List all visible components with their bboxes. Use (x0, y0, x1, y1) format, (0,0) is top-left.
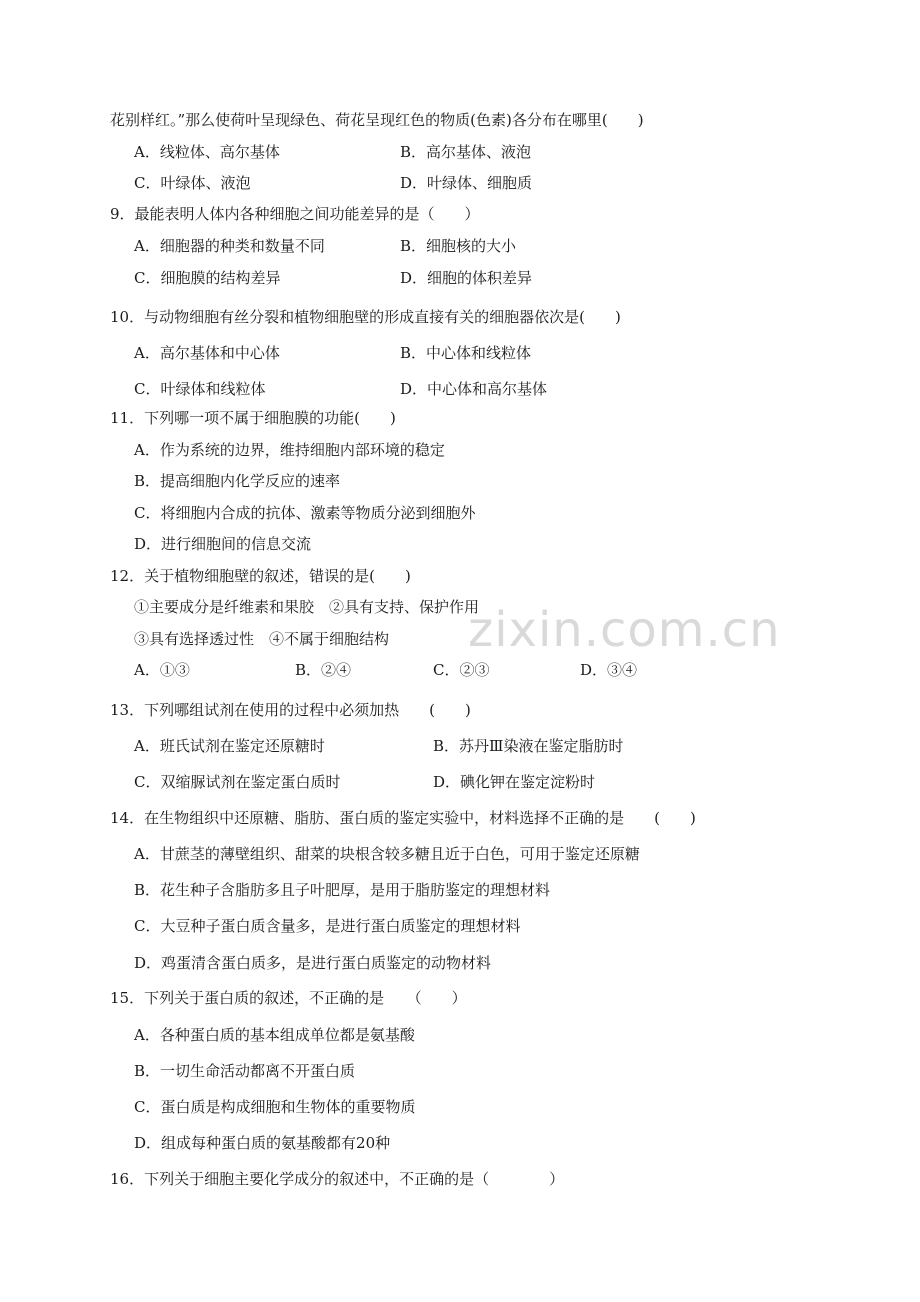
question-16-stem: 16．下列关于细胞主要化学成分的叙述中，不正确的是（ ） (110, 1170, 565, 1188)
question-12-option-d: D．③④ (580, 661, 638, 679)
question-13-option-b: B．苏丹Ⅲ染液在鉴定脂肪时 (433, 737, 624, 755)
question-15-option-b: B．一切生命活动都离不开蛋白质 (134, 1062, 356, 1080)
question-9-stem: 9．最能表明人体内各种细胞之间功能差异的是（ ） (110, 205, 480, 223)
question-13-stem: 13．下列哪组试剂在使用的过程中必须加热 ( ) (110, 701, 471, 719)
question-12-stem: 12．关于植物细胞壁的叙述，错误的是( ) (110, 567, 411, 585)
question-10-stem: 10．与动物细胞有丝分裂和植物细胞壁的形成直接有关的细胞器依次是( ) (110, 308, 621, 326)
question-11-option-a: A．作为系统的边界，维持细胞内部环境的稳定 (134, 441, 445, 459)
question-10-option-d: D．中心体和高尔基体 (400, 380, 548, 398)
question-9-option-a: A．细胞器的种类和数量不同 (134, 237, 325, 255)
question-10-option-b: B．中心体和线粒体 (400, 344, 532, 362)
question-8-option-d: D．叶绿体、细胞质 (400, 174, 533, 192)
question-15-option-a: A．各种蛋白质的基本组成单位都是氨基酸 (134, 1026, 415, 1044)
question-14-option-d: D．鸡蛋清含蛋白质多，是进行蛋白质鉴定的动物材料 (134, 954, 492, 972)
question-14-option-a: A．甘蔗茎的薄壁组织、甜菜的块根含较多糖且近于白色，可用于鉴定还原糖 (134, 845, 640, 863)
question-11-option-d: D．进行细胞间的信息交流 (134, 535, 312, 553)
question-9-option-b: B．细胞核的大小 (400, 237, 517, 255)
question-8-stem: 花别样红。”那么使荷叶呈现绿色、荷花呈现红色的物质(色素)各分布在哪里( ) (110, 111, 644, 129)
question-11-option-b: B．提高细胞内化学反应的速率 (134, 472, 341, 490)
question-13-option-c: C．双缩脲试剂在鉴定蛋白质时 (134, 773, 341, 791)
question-12-option-b: B．②④ (295, 661, 352, 679)
question-14-option-b: B．花生种子含脂肪多且子叶肥厚，是用于脂肪鉴定的理想材料 (134, 881, 551, 899)
question-15-option-c: C．蛋白质是构成细胞和生物体的重要物质 (134, 1098, 416, 1116)
question-14-option-c: C．大豆种子蛋白质含量多，是进行蛋白质鉴定的理想材料 (134, 917, 521, 935)
question-12-option-a: A．①③ (134, 661, 190, 679)
question-8-option-b: B．高尔基体、液泡 (400, 143, 532, 161)
question-10-option-a: A．高尔基体和中心体 (134, 344, 280, 362)
question-9-option-d: D．细胞的体积差异 (400, 269, 533, 287)
watermark: zixin.com.cn (468, 602, 781, 658)
question-12-statements-2: ③具有选择透过性 ④不属于细胞结构 (134, 630, 390, 648)
question-11-option-c: C．将细胞内合成的抗体、激素等物质分泌到细胞外 (134, 504, 476, 522)
question-13-option-d: D．碘化钾在鉴定淀粉时 (433, 773, 596, 791)
question-9-option-c: C．细胞膜的结构差异 (134, 269, 281, 287)
question-12-option-c: C．②③ (433, 661, 490, 679)
question-15-stem: 15．下列关于蛋白质的叙述，不正确的是 （ ） (110, 989, 467, 1007)
question-15-option-d: D．组成每种蛋白质的氨基酸都有20种 (134, 1134, 391, 1152)
question-14-stem: 14．在生物组织中还原糖、脂肪、蛋白质的鉴定实验中，材料选择不正确的是 ( ) (110, 809, 696, 827)
question-12-statements-1: ①主要成分是纤维素和果胶 ②具有支持、保护作用 (134, 598, 480, 616)
question-11-stem: 11．下列哪一项不属于细胞膜的功能( ) (110, 409, 396, 427)
question-10-option-c: C．叶绿体和线粒体 (134, 380, 266, 398)
question-13-option-a: A．班氏试剂在鉴定还原糖时 (134, 737, 325, 755)
question-8-option-c: C．叶绿体、液泡 (134, 174, 251, 192)
question-8-option-a: A．线粒体、高尔基体 (134, 143, 280, 161)
